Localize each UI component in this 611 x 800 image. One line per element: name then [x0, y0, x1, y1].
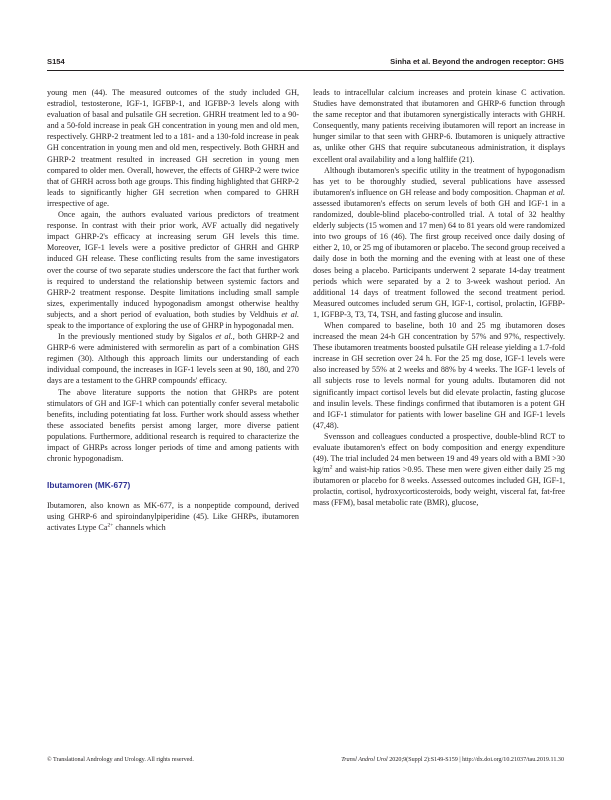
left-column — [47, 87, 299, 534]
paragraph: Ibutamoren, also known as MK-677, is a nonpeptide compound, derived using GHRP-6 and spiroindanylpiperidine (45). Like GHRPs, ibutamoren activates Ltype $Ca^{2+}$ channels which — [47, 501, 299, 533]
copyright-notice: © Translational Andrology and Urology. All rights reserved. — [47, 757, 194, 763]
paragraph: In the previously mentioned study by Sigalos et al., both GHRP-2 and GHRP-6 were administered with sermorelin as part of a combination GHS regimen (30). Although this approach limits our understanding of each individual compound, the increases in IGF-1 levels seen at 90, 180, and 270 days are a testament to the GHRP compounds' efficacy. — [47, 332, 300, 386]
paragraph: Svensson and colleagues conducted a prospective, double-blind RCT to evaluate ibutamoren's effect on body composition and energy expenditure (49). The trial included 24 men between 19 and 49 years old with a BMI >30 $kg/m^2$ and waist-hip ratios >0.95. These men were given either daily 25 mg ibutamoren or placebo for 8 weeks. Assessed outcomes included GH, IGF-1, prolactin, cortisol, hydroxycorticosteroids, body weight, visceral fat, fat-free mass (FFM), basal metabolic rate (BMR), glucose, — [313, 431, 565, 508]
paragraph: The above literature supports the notion that GHRPs are potent stimulators of GH and IGF-1 which can potentially confer several metabolic benefits, including potentiating fat loss. Further work should assess whether these associated benefits persist among larger, more diverse patient populations. Furthermore, additional research is required to characterize the impact of GHRPs across longer periods of time and among patients with chronic hypogonadism. — [47, 387, 299, 464]
running-title: Sinha et al. Beyond the androgen receptor: GHS — [390, 57, 564, 66]
page-header — [47, 57, 564, 71]
paragraph: Although ibutamoren's specific utility in the treatment of hypogonadism has yet to be thoroughly studied, several publications have assessed ibutamoren's influence on GH release and body composition. Chapman et al. assessed ibutamoren's effects on serum levels of both GH and IGF-1 in a randomized, double-blind placebo-controlled trial. A total of 32 healthy elderly subjects (15 women and 17 men) 64 to 81 years old were randomized into two groups of 16 (46). The first group received once daily dosing of either 2, 10, or 25 mg of ibutamoren or placebo. The second group received a daily dose in both the morning and the evening with at least one of these doses being a placebo. Participants underwent 2 separate 14-day treatment periods which were separated by a 2 to 3-week washout period. An additional 14 days of treatment followed the second treatment period. Measured outcomes included serum GH, IGF-1, cortisol, prolactin, IGFBP-1, IGFBP-3, T3, T4, TSH, and fasting glucose and insulin. — [313, 165, 565, 319]
paragraph: leads to intracellular calcium increases and protein kinase C activation. Studies have demonstrated that ibutamoren and GHRP-6 function through the same receptor and that ibutamoren synergistically interacts with GHRH. Consequently, many patients receiving ibutamoren will report an increase in hunger similar to that seen with GHRP-6. Ibutamoren is uniquely attractive as, unlike other GHS that require subcutaneous administration, it displays excellent oral availability and a long halflife (21). — [313, 88, 565, 164]
citation-line: Transl Androl Urol 2020;9(Suppl 2):S149-S159 | http://dx.doi.org/10.21037/tau.2019.11.30 — [341, 757, 564, 763]
section-heading: Ibutamoren (MK-677) — [47, 480, 131, 491]
paragraph: young men (44). The measured outcomes of the study included GH, estradiol, testosterone, IGF-1, IGFBP-1, and IGFBP-3 levels along with evaluation of basal and pulsatile GH secretion. GHRH treatment led to a 90- and a 50-fold increase in peak GH concentration in young men and old men, respectively. GHRP-2 treatment led to a 181- and a 130-fold increase in peak GH concentration in young men and old men, respectively. Both GHRH and GHRP-2 treatment resulted in increased GH secretion in young men compared to older men. Overall, however, the effects of GHRP-2 were twice that of GHRH across both age groups. This finding highlighted that GHRP-2 leads to significantly higher GH secretion when compared to GHRH irrespective of age. — [47, 88, 299, 208]
header-rule — [47, 70, 564, 71]
right-column — [313, 87, 565, 509]
paragraph: When compared to baseline, both 10 and 25 mg ibutamoren doses increased the mean 24-h GH concentration by 57% and 97%, respectively. These ibutamoren treatments boosted pulsatile GH release yielding a 1.7-fold increase in GH secretion over 24 h. For the 25 mg dose, IGF-1 levels were also increased by 55% at 2 weeks and 88% by 4 weeks. The IGF-1 levels of all subjects rose to levels normal for young adults. Ibutamoren did not significantly impact cortisol levels but did elevate prolactin, fasting glucose and insulin levels. These findings confirmed that ibutamoren is a potent GH and IGF-1 stimulator for patients with lower baseline GH and IGF-1 levels (47,48). — [313, 320, 565, 430]
page-number: S154 — [47, 57, 65, 66]
paragraph: Once again, the authors evaluated various predictors of treatment response. In contrast with their prior work, AVF actually did negatively impact GHRP-2's efficacy at increasing serum GH levels this time. Moreover, IGF-1 levels were a positive predictor of GHRH and GHRP induced GH release. These conflicting results from the same investigators over the course of two separate studies underscore the fact that further work is required to understand the relationship between systemic factors and GHRP-2 treatment response. Despite limitations including small sample sizes, experimentally induced hypogonadism amongst otherwise healthy subjects, and a short period of evaluation, both studies by Veldhuis et al. speak to the importance of exploring the use of GHRP in hypogonadal men. — [47, 210, 300, 330]
